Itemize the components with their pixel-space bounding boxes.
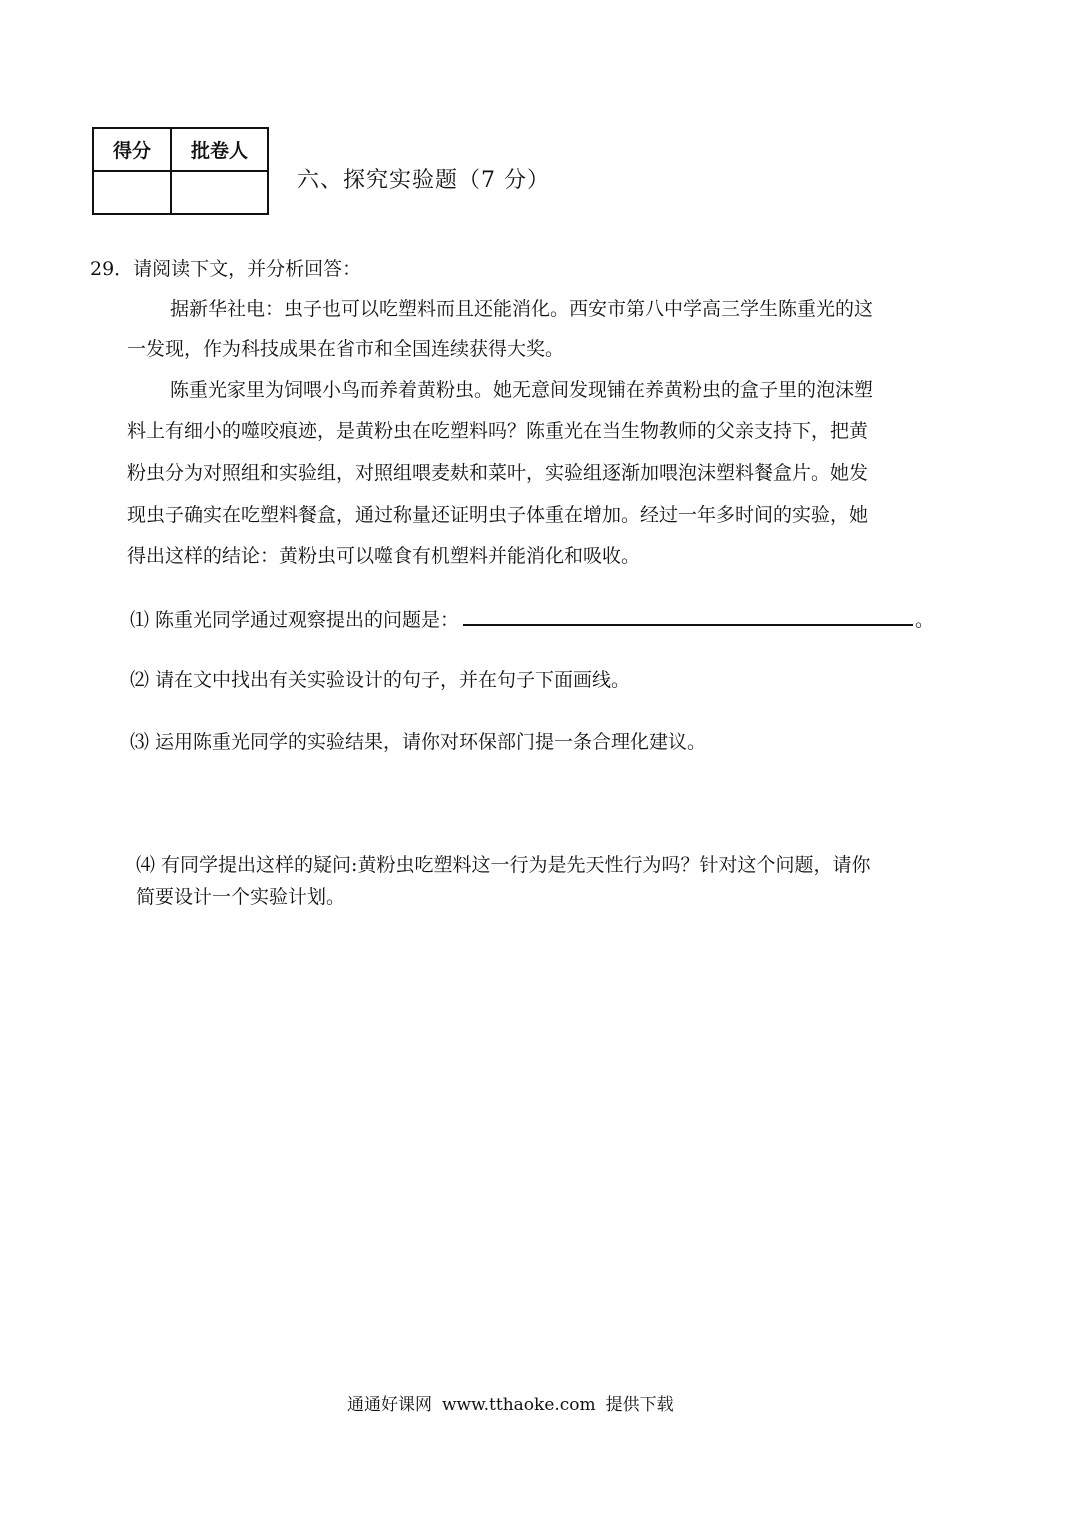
passage-line-1: 据新华社电：虫子也可以吃塑料而且还能消化。西安市第八中学高三学生陈重光的这 (170, 298, 874, 320)
grader-value-cell[interactable] (171, 171, 268, 214)
sub-question-4-line-1: ⑷ 有同学提出这样的疑问:黄粉虫吃塑料这一行为是先天性行为吗？针对这个问题，请你 (136, 854, 871, 876)
footer-note: 提供下载 (605, 1395, 674, 1415)
score-table (92, 127, 269, 215)
passage-line-6: 现虫子确实在吃塑料餐盒，通过称量还证明虫子体重在增加。经过一年多时间的实验，她 (127, 504, 869, 526)
answer-blank-1[interactable] (463, 606, 913, 626)
sub-question-4-line-2: 简要设计一个实验计划。 (136, 886, 346, 908)
sub-question-2: ⑵ 请在文中找出有关实验设计的句子，并在句子下面画线。 (130, 669, 631, 691)
passage-line-5: 粉虫分为对照组和实验组，对照组喂麦麸和菜叶，实验组逐渐加喂泡沫塑料餐盒片。她发 (127, 462, 869, 484)
grader-header-cell: 批卷人 (171, 128, 268, 171)
passage-line-7: 得出这样的结论：黄粉虫可以噬食有机塑料并能消化和吸收。 (127, 545, 641, 567)
passage-line-3: 陈重光家里为饲喂小鸟而养着黄粉虫。她无意间发现铺在养黄粉虫的盒子里的泡沫塑 (170, 379, 874, 401)
footer-site-name: 通通好课网 (347, 1395, 432, 1415)
score-header-cell: 得分 (93, 128, 171, 171)
sub-question-1-period: 。 (915, 609, 935, 631)
question-intro: 29．请阅读下文，并分析回答： (90, 258, 362, 280)
passage-line-2: 一发现，作为科技成果在省市和全国连续获得大奖。 (127, 338, 565, 360)
sub-question-3: ⑶ 运用陈重光同学的实验结果，请你对环保部门提一条合理化建议。 (130, 731, 707, 753)
passage-line-4: 料上有细小的噬咬痕迹，是黄粉虫在吃塑料吗？陈重光在当生物教师的父亲支持下，把黄 (127, 420, 869, 442)
sub-question-1 (130, 606, 934, 633)
footer-url[interactable]: www.tthaoke.com (442, 1395, 596, 1415)
page-footer (347, 1390, 684, 1415)
sub-question-1-text: ⑴ 陈重光同学通过观察提出的问题是： (130, 609, 460, 631)
section-title: 六、探究实验题（7 分） (297, 168, 550, 193)
score-value-cell[interactable] (93, 171, 171, 214)
